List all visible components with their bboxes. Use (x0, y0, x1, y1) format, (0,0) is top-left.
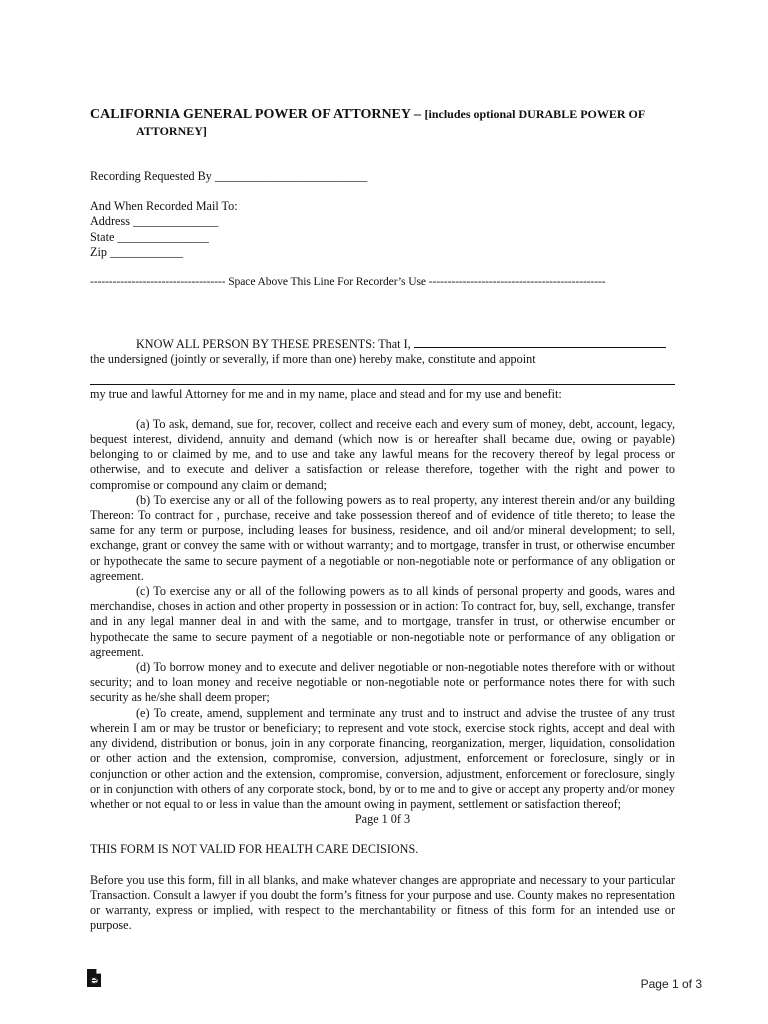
know-all-line (90, 335, 675, 352)
principal-name-blank (414, 335, 666, 348)
paragraph-e: (e) To create, amend, supplement and terminate any trust and to instruct and advise the trustee of any trust wherein I am or may be trustor or beneficiary; to represent and vote stock, exercise stock rights, accept and deal with any dividend, distribution or bonus, join in any corporate financing, reorganization, merger, liquidation, consolidation or other action and the extension, compromise, conversion, adjustment, enforcement or foreclosure, singly or in conjunction or other action and the extension, compromise, conversion, adjustment, enforcement or foreclosure, singly or in conjunction with others of any corporate stock, bond, by or to me and to give or accept any property and/or money whether or not equal to or less in value than the amount owing in payment, settlement or satisfaction thereof; (90, 705, 675, 811)
mail-to-label: And When Recorded Mail To: (90, 199, 238, 214)
paragraph-d: (d) To borrow money and to execute and deliver negotiable or non-negotiable notes therefore with or without security; and to loan money and receive negotiable or non-negotiable note or performance notes there for with such security as he/she shall deem proper; (90, 660, 675, 705)
paragraph-b: (b) To exercise any or all of the following powers as to real property, any interest therein and/or any building Thereon: To contract for , purchase, receive and take possession thereof and of evidence of title thereto; to lease the same for any term or purpose, including leases for business, residence, and oil and/or mineral development; to sell, exchange, grant or convey the same with or without warranty; and to mortgage, transfer in trust, or otherwise encumber or hypothecate the same to secure payment of a negotiable or non-negotiable note or performance of any obligation or agreement. (90, 492, 675, 583)
address-field: Address ______________ (90, 214, 219, 229)
paragraph-c: (c) To exercise any or all of the following powers as to all kinds of personal property and goods, wares and merchandise, choses in action and other property in possession or in action: To contract for, buy, sell, exchange, transfer and in any legal manner deal in and with the same, and to mortgage, transfer in trust, or otherwise encumber or hypothecate the same to secure payment of a negotiable or non-negotiable note or performance of any obligation or agreement. (90, 584, 675, 659)
recorder-divider: ------------------------------------ Space Above This Line For Recorder’s Use ----------------------------------------------- (90, 275, 606, 289)
zip-field: Zip ____________ (90, 244, 184, 259)
paragraph-a: (a) To ask, demand, sue for, recover, collect and receive each and every sum of money, debt, account, legacy, bequest interest, dividend, annuity and demand (which now is or hereafter shall became due, owing or payable) belonging to or claimed by me, and to use and take any lawful means for the recovery thereof by legal process or otherwise, and to execute and deliver a satisfaction or release therefore, together with the right and power to compromise or compound any claim or demand; (90, 416, 675, 492)
document-title (90, 106, 675, 123)
title-sub: [includes optional DURABLE POWER OF (424, 107, 646, 121)
attorney-name-blank (90, 368, 675, 385)
title-main: CALIFORNIA GENERAL POWER OF ATTORNEY – (90, 107, 425, 122)
health-care-notice: THIS FORM IS NOT VALID FOR HEALTH CARE DECISIONS. (90, 842, 419, 857)
undersigned-line: the undersigned (jointly or severally, if more than one) hereby make, constitute and appoint (90, 352, 536, 367)
footer-page-number: Page 1 of 3 (640, 977, 702, 991)
attorney-line: my true and lawful Attorney for me and in my name, place and stead and for my use and benefit: (90, 386, 562, 401)
document-body (90, 106, 675, 933)
before-use-disclaimer: Before you use this form, fill in all blanks, and make whatever changes are appropriate and necessary to your particular Transaction. Consult a lawyer if you doubt the form’s fitness for your purpose and use. County makes no representation or warranty, express or implied, with respect to the merchantability or fitness of this form for an intended use or purpose. (90, 872, 675, 933)
page-marker: Page 1 0f 3 (354, 812, 411, 827)
recording-requested-by: Recording Requested By _________________________ (90, 169, 368, 183)
document-e-icon (86, 968, 102, 988)
title-continuation: ATTORNEY] (136, 124, 207, 138)
know-all-text: KNOW ALL PERSON BY THESE PRESENTS: That I, (136, 337, 411, 352)
state-field: State _______________ (90, 229, 209, 244)
